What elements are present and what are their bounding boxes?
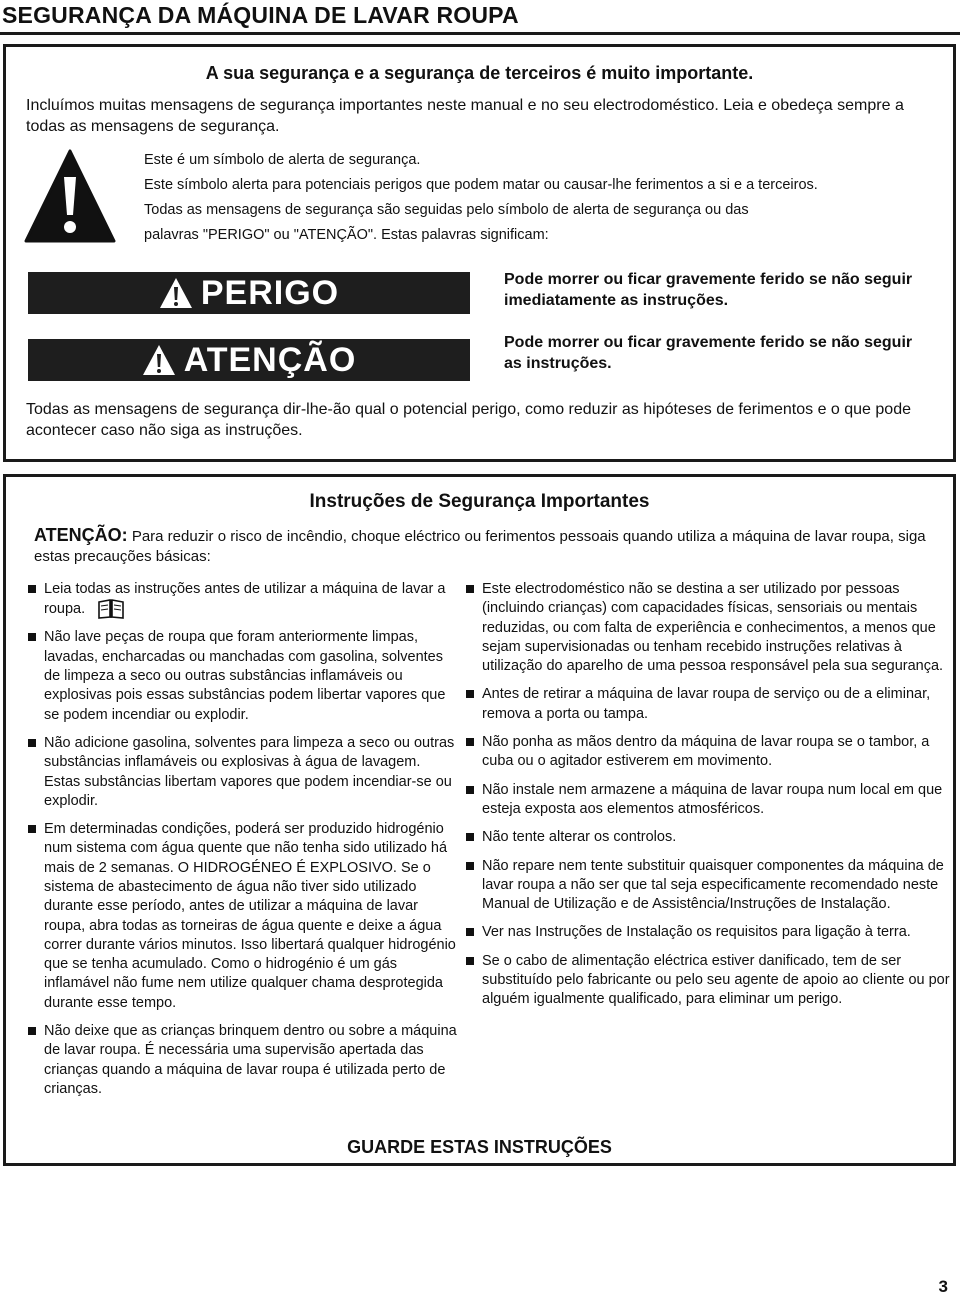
perigo-banner [28, 272, 470, 314]
list-item [466, 685, 951, 724]
right-column [466, 580, 951, 1019]
list-item-text: Se o cabo de alimentação eléctrica estiver danificado, tem de ser substituído pelo fabricante ou pelo seu agente de apoio ao cliente ou por alguém igualmente qualificado, para eliminar um perigo. [482, 952, 950, 1008]
list-item [466, 580, 951, 676]
left-column [28, 580, 458, 1099]
atencao-meaning: Pode morrer ou ficar gravemente ferido se não seguir as instruções. [504, 334, 913, 372]
atencao-word: ATENÇÃO [183, 340, 357, 379]
title-rule [0, 32, 960, 35]
list-item [466, 781, 951, 820]
square-bullet-icon [466, 928, 474, 936]
safety-heading: A sua segurança e a segurança de terceiros é muito importante. [205, 63, 754, 83]
alert-line: Todas as mensagens de segurança são seguidas pelo símbolo de alerta de segurança ou das [144, 202, 749, 218]
list-item-text: Não lave peças de roupa que foram anteriormente limpas, lavadas, encharcadas ou manchadas com gasolina, solventes de limpeza a seco ou outras substâncias inflamáveis ou explosivas pois essas substâncias podem libertar vapores que se podem incendiar ou explodir. [44, 629, 446, 723]
square-bullet-icon [28, 825, 36, 833]
square-bullet-icon [28, 633, 36, 641]
list-item-text: Não ponha as mãos dentro da máquina de lavar roupa se o tambor, a cuba ou o agitador estiverem em movimento. [482, 734, 930, 770]
square-bullet-icon [466, 833, 474, 841]
square-bullet-icon [466, 862, 474, 870]
warning-triangle-icon [159, 277, 193, 309]
alert-line: Este símbolo alerta para potenciais perigos que podem matar ou causar-lhe ferimentos a si e a terceiros. [144, 177, 818, 193]
list-item-text: Em determinadas condições, poderá ser produzido hidrogénio num sistema com água quente que não tenha sido utilizado há mais de 2 semanas. O HIDROGÉNEO É EXPLOSIVO. Se o sistema de abastecimento de água não tiver sido utilizado durante esse período, antes de utilizar a máquina de lavar roupa, abra todas as torneiras de água quente e deixe a água correr durante vários minutos. Isso libertará qualquer hidrogénio que se tenha acumulado. Como o hidrogénio é um gás inflamável não fume nem utilize qualquer chama desprotegida durante esse tempo. [44, 821, 456, 1011]
safety-alert-triangle-icon [24, 149, 116, 243]
read-manual-book-icon [97, 599, 125, 619]
alert-explanation [144, 149, 944, 249]
list-item-text: Ver nas Instruções de Instalação os requisitos para ligação à terra. [482, 924, 911, 941]
alert-line: Este é um símbolo de alerta de segurança. [144, 152, 421, 168]
list-item-text: Não repare nem tente substituir quaisquer componentes da máquina de lavar roupa a não ser que tal seja especificamente recomendado neste Manual de Utilização e de Assistência/Instruções de Instalação. [482, 857, 944, 913]
square-bullet-icon [466, 690, 474, 698]
warning-paragraph [34, 525, 934, 567]
list-item [28, 820, 458, 1013]
list-item [466, 857, 951, 915]
safety-intro: Incluímos muitas mensagens de segurança importantes neste manual e no seu electrodoméstico. Leia e obedeça sempre a todas as mensagens de segurança. [26, 97, 904, 135]
list-item [28, 734, 458, 811]
list-item [466, 952, 951, 1010]
list-item [466, 733, 951, 772]
save-instructions-note: GUARDE ESTAS INSTRUÇÕES [347, 1137, 612, 1157]
list-item-text: Leia todas as instruções antes de utilizar a máquina de lavar a roupa. [44, 581, 446, 618]
square-bullet-icon [466, 957, 474, 965]
warning-triangle-icon [142, 344, 176, 376]
list-item-text: Antes de retirar a máquina de lavar roupa de serviço ou de a eliminar, remova a porta ou tampa. [482, 686, 931, 722]
page-title: SEGURANÇA DA MÁQUINA DE LAVAR ROUPA [2, 2, 519, 28]
perigo-meaning: Pode morrer ou ficar gravemente ferido se não seguir imediatamente as instruções. [504, 271, 913, 309]
square-bullet-icon [466, 738, 474, 746]
list-item [28, 1022, 458, 1099]
square-bullet-icon [28, 585, 36, 593]
list-item-text: Não deixe que as crianças brinquem dentro ou sobre a máquina de lavar roupa. É necessária uma supervisão apertada das crianças quando a máquina de lavar roupa é utilizada perto de crianças. [44, 1023, 457, 1097]
atencao-banner [28, 339, 470, 381]
list-item [28, 628, 458, 724]
alert-line: palavras "PERIGO" ou "ATENÇÃO". Estas palavras significam: [144, 227, 549, 243]
perigo-word: PERIGO [200, 273, 340, 312]
list-item-text: Este electrodoméstico não se destina a ser utilizado por pessoas (incluindo crianças) com capacidades físicas, sensoriais ou mentais reduzidas, ou com falta de experiência e conhecimentos, a menos que sejam supervisionadas ou tenham recebido instruções relativas à utilização do aparelho de uma pessoa responsável pela sua segurança. [482, 581, 944, 675]
safety-message-box [3, 44, 956, 462]
list-item-text: Não instale nem armazene a máquina de lavar roupa num local em que esteja exposta aos elementos atmosféricos. [482, 781, 943, 817]
list-item-text: Não tente alterar os controlos. [482, 829, 677, 846]
square-bullet-icon [466, 786, 474, 794]
warning-text: Para reduzir o risco de incêndio, choque eléctrico ou ferimentos pessoais quando utiliza a máquina de lavar roupa, siga estas precauções básicas: [34, 528, 926, 565]
page-number: 3 [938, 1277, 948, 1296]
square-bullet-icon [28, 739, 36, 747]
list-item [28, 580, 458, 619]
safety-closing: Todas as mensagens de segurança dir-lhe-ão qual o potencial perigo, como reduzir as hipóteses de ferimentos e o que pode acontecer caso não siga as instruções. [26, 401, 911, 439]
list-item-text: Não adicione gasolina, solventes para limpeza a seco ou outras substâncias inflamáveis ou explosivas à água de lavagem. Estas substâncias libertam vapores que podem incendiar-se ou explodir. [44, 734, 455, 809]
square-bullet-icon [466, 585, 474, 593]
instructions-box [3, 474, 956, 1166]
list-item [466, 828, 951, 847]
list-item [466, 923, 951, 942]
square-bullet-icon [28, 1027, 36, 1035]
instructions-heading: Instruções de Segurança Importantes [309, 491, 650, 512]
warning-label: ATENÇÃO: [34, 525, 128, 545]
